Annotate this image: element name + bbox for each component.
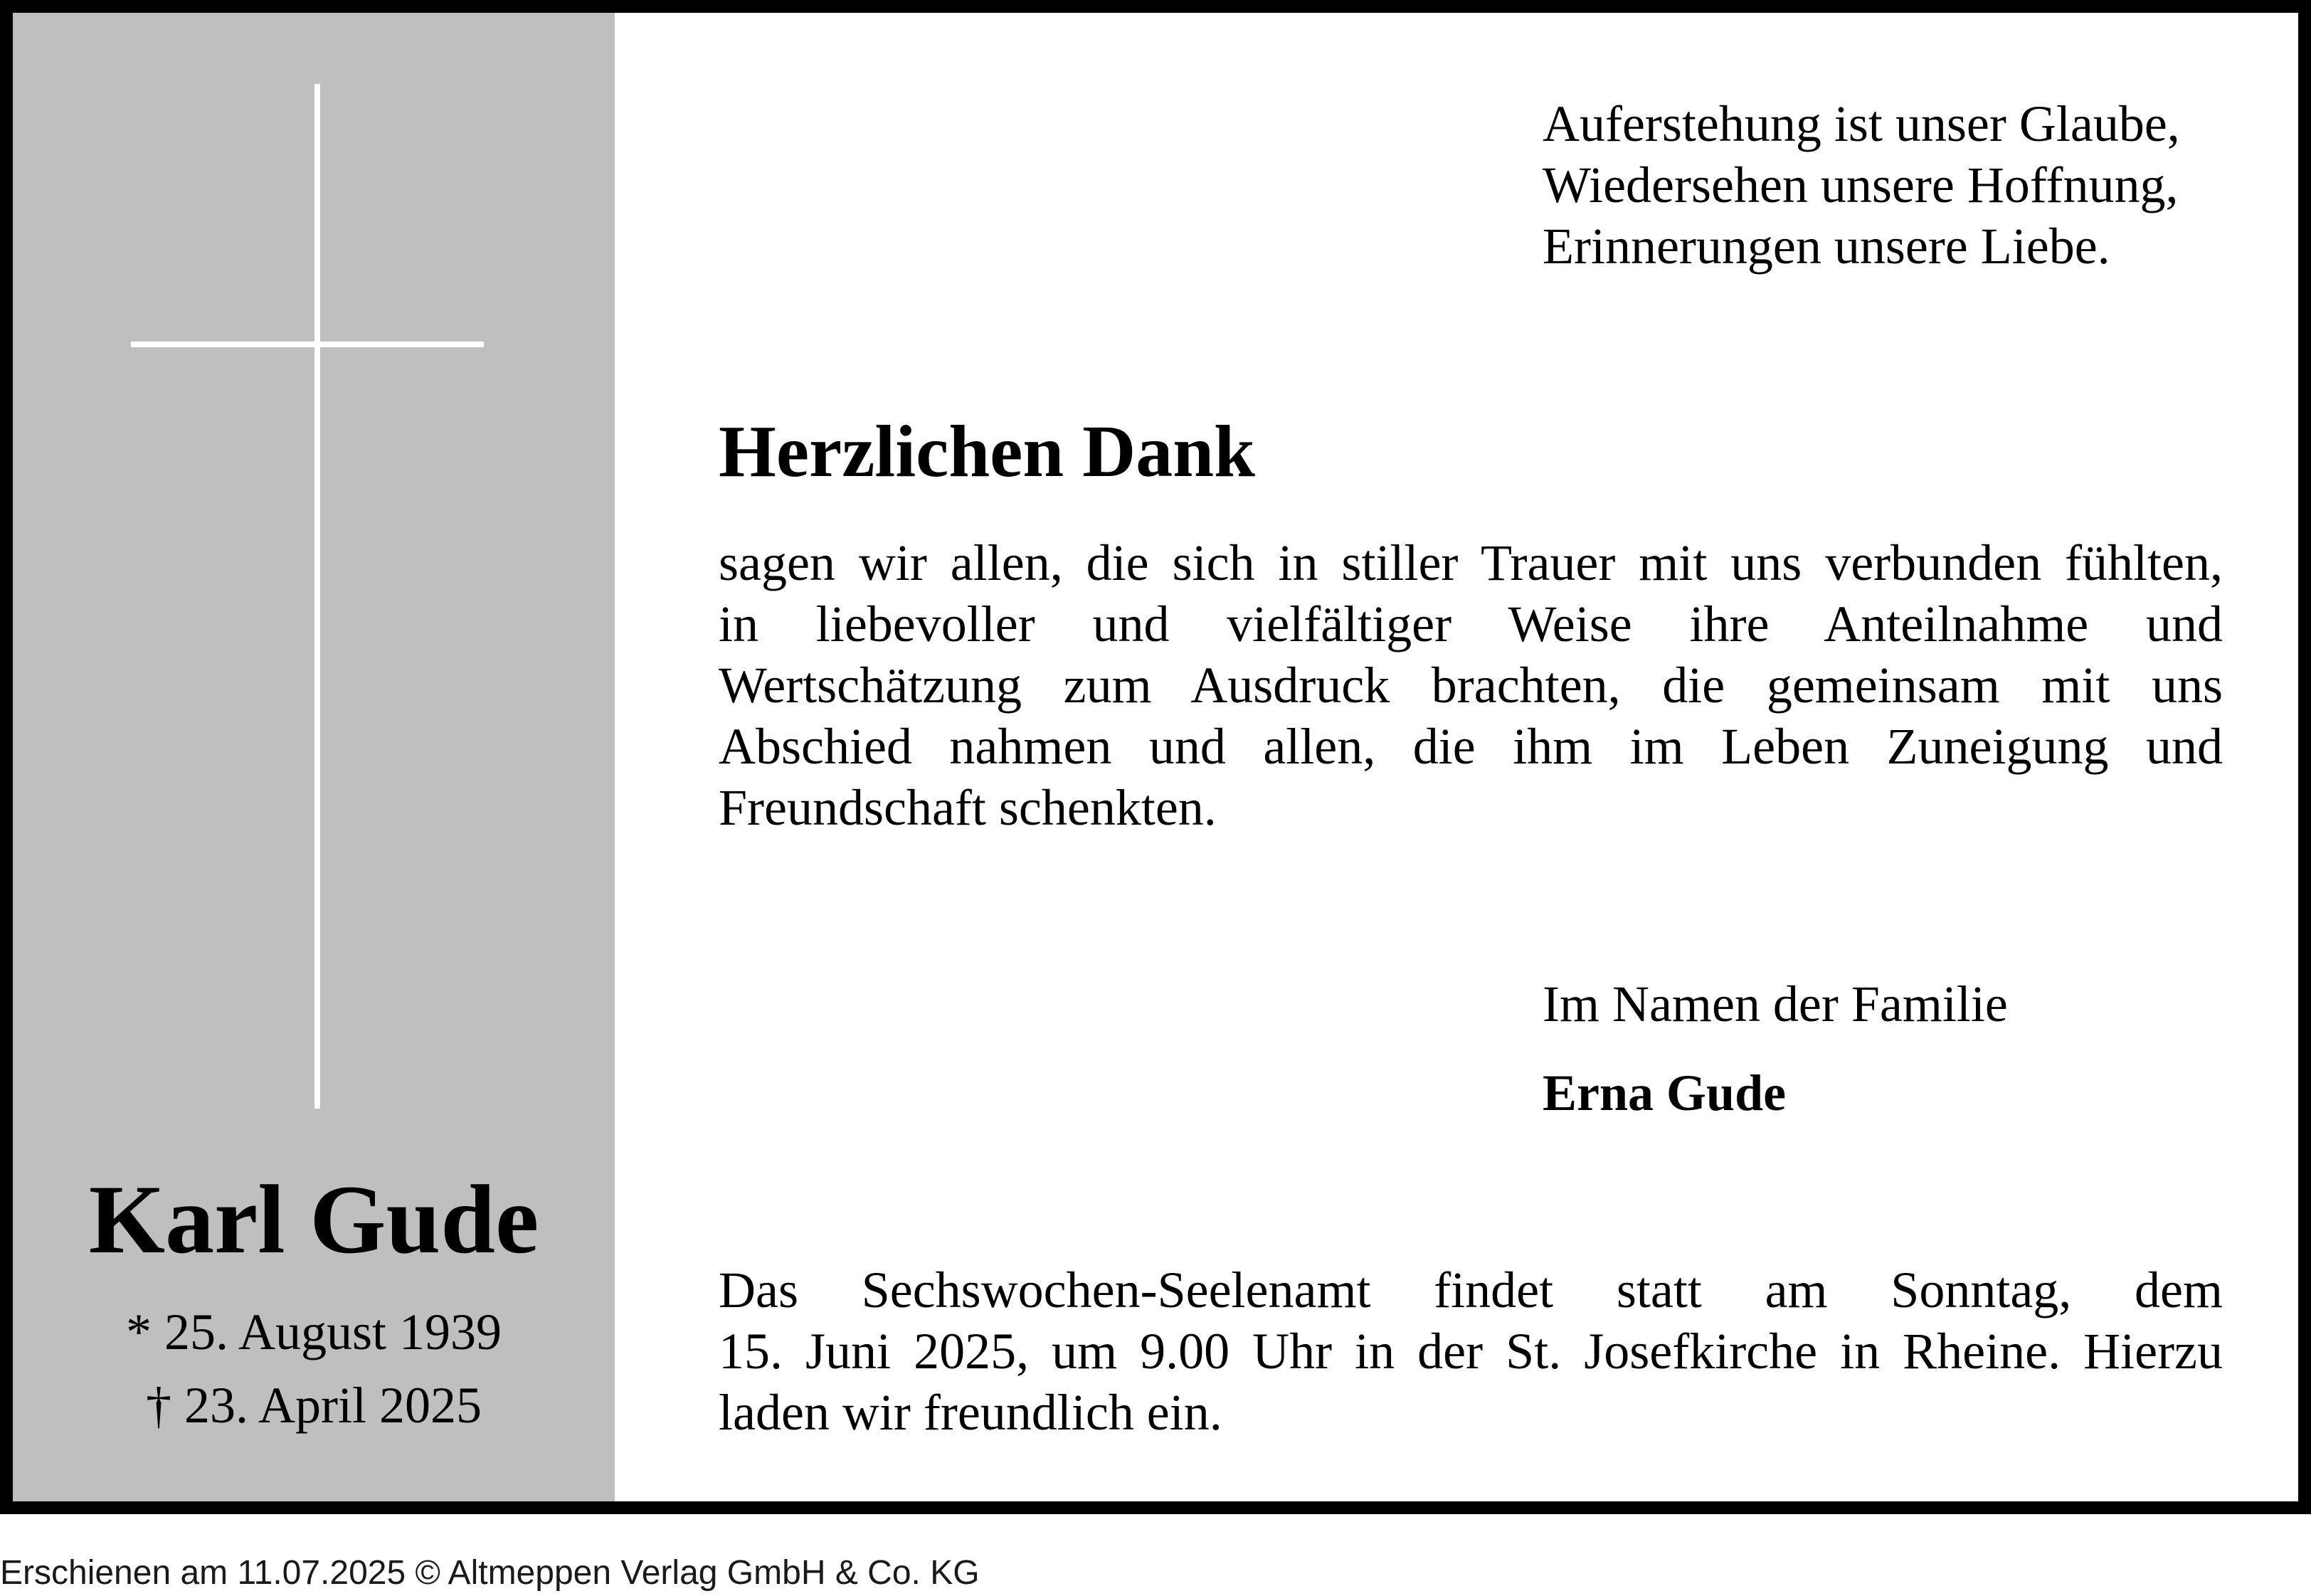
paragraph-line: Abschied nahmen und allen, die ihm im Leben Zuneigung und [719,718,2223,775]
memorial-side-panel [13,13,615,1501]
thanks-heading: Herzlichen Dank [719,411,1255,492]
birth-date: * 25. August 1939 [125,1304,502,1360]
paragraph-line: Wertschätzung zum Ausdruck brachten, die gemeinsam mit uns [719,657,2223,714]
motto-line: Wiedersehen unsere Hoffnung, [1543,157,2179,213]
paragraph-line: 15. Juni 2025, um 9.00 Uhr in der St. Josefkirche in Rheine. Hierzu [719,1323,2223,1380]
publication-note: Erschienen am 11.07.2025 © Altmeppen Verlag GmbH & Co. KG [0,1554,980,1592]
motto-line: Erinnerungen unsere Liebe. [1543,218,2110,275]
motto-line: Auferstehung ist unser Glaube, [1543,95,2180,152]
deceased-name: Karl Gude [88,1165,539,1274]
paragraph-line: in liebevoller und vielfältiger Weise ihre Anteilnahme und [719,596,2223,652]
service-paragraph [719,1259,2223,1443]
memorial-motto [1543,93,2180,277]
paragraph-line: Das Sechswochen-Seelenamt findet statt am Sonntag, dem [719,1262,2223,1318]
signature-name: Erna Gude [1543,1064,1787,1121]
paragraph-line: sagen wir allen, die sich in stiller Trauer mit uns verbunden fühlten, [719,534,2223,591]
death-date: † 23. April 2025 [145,1377,482,1434]
cross-icon-vertical-beam [314,84,320,1109]
signature-intro: Im Namen der Familie [1543,976,2008,1032]
thanks-paragraph [719,532,2223,838]
cross-icon-horizontal-beam [131,342,484,347]
paragraph-line: laden wir freundlich ein. [719,1384,1222,1441]
paragraph-line: Freundschaft schenkten. [719,779,1217,836]
